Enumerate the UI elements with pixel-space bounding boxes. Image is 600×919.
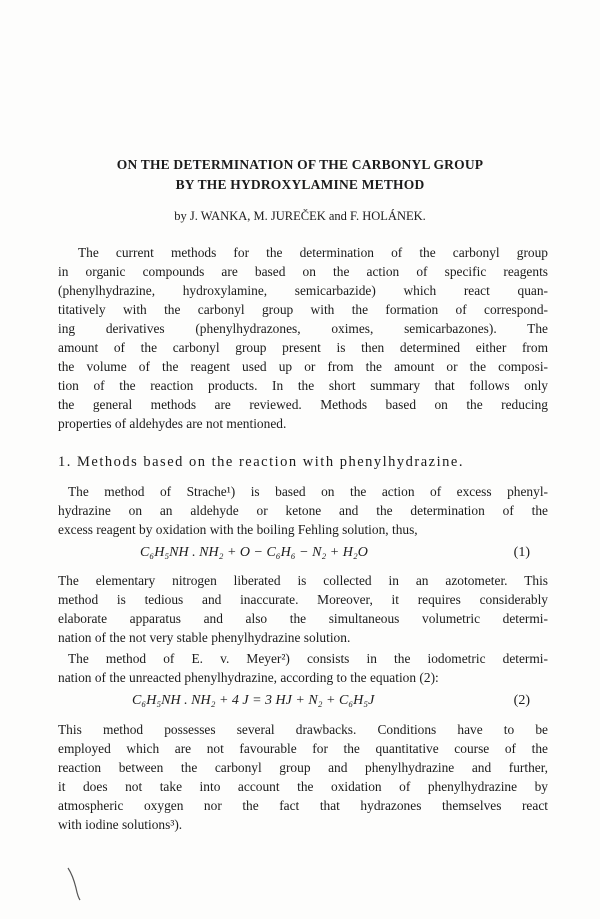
equation-1-number: (1) bbox=[513, 545, 530, 560]
drawbacks-line: employed which are not favourable for the quantitative course of the bbox=[58, 741, 548, 756]
strache-line: The method of Strache¹) is based on the action of excess phenyl- bbox=[68, 484, 548, 499]
drawbacks-line: it does not take into account the oxidation of phenylhydrazine by bbox=[58, 779, 548, 794]
intro-line: amount of the carbonyl group present is then determined either from bbox=[58, 340, 548, 355]
meyer-line: nation of the unreacted phenylhydrazine, according to the equation (2): bbox=[58, 670, 439, 685]
drawbacks-line: reaction between the carbonyl group and phenylhydrazine and further, bbox=[58, 760, 548, 775]
intro-line: properties of aldehydes are not mentioned. bbox=[58, 416, 287, 431]
pen-mark bbox=[62, 864, 92, 904]
title-line-1: ON THE DETERMINATION OF THE CARBONYL GROUP bbox=[116, 157, 484, 172]
intro-line: the general methods are reviewed. Methods based on the reducing bbox=[58, 397, 548, 412]
drawbacks-line: atmospheric oxygen nor the fact that hydrazones themselves react bbox=[58, 798, 548, 813]
intro-line: in organic compounds are based on the action of specific reagents bbox=[58, 264, 548, 279]
strache-line: excess reagent by oxidation with the boiling Fehling solution, thus, bbox=[58, 522, 418, 537]
intro-line: (phenylhydrazine, hydroxylamine, semicarbazide) which react quan- bbox=[58, 283, 548, 298]
drawbacks-line: with iodine solutions³). bbox=[58, 817, 183, 832]
meyer-line: The method of E. v. Meyer²) consists in the iodometric determi- bbox=[68, 651, 548, 666]
nitrogen-line: method is tedious and inaccurate. Moreover, it requires considerably bbox=[58, 592, 548, 607]
nitrogen-line: The elementary nitrogen liberated is collected in an azotometer. This bbox=[58, 573, 548, 588]
section-heading: 1. Methods based on the reaction with phenylhydrazine. bbox=[58, 454, 464, 470]
equation-1-formula: C₆H₅NH . NH₂ + O − C₆H₆ − N₂ + H₂O bbox=[140, 545, 368, 560]
nitrogen-line: nation of the not very stable phenylhydrazine solution. bbox=[58, 630, 351, 645]
strache-line: hydrazine on an aldehyde or ketone and the determination of the bbox=[58, 503, 548, 518]
intro-line: titatively with the carbonyl group with the formation of correspond- bbox=[58, 302, 548, 317]
equation-1 bbox=[140, 545, 530, 561]
intro-line: the volume of the reagent used up or from the amount or the composi- bbox=[58, 359, 548, 374]
equation-2 bbox=[132, 693, 530, 709]
nitrogen-line: elaborate apparatus and also the simultaneous volumetric determi- bbox=[58, 611, 548, 626]
intro-line: ing derivatives (phenylhydrazones, oximes, semicarbazones). The bbox=[58, 321, 548, 336]
intro-line: The current methods for the determination of the carbonyl group bbox=[78, 245, 548, 260]
equation-2-number: (2) bbox=[513, 693, 530, 708]
equation-2-formula: C₆H₅NH . NH₂ + 4 J = 3 HJ + N₂ + C₆H₅J bbox=[132, 693, 375, 708]
drawbacks-line: This method possesses several drawbacks. Conditions have to be bbox=[58, 722, 548, 737]
intro-line: tion of the reaction products. In the short summary that follows only bbox=[58, 378, 548, 393]
title-line-2: BY THE HYDROXYLAMINE METHOD bbox=[175, 177, 425, 192]
authors-line: by J. WANKA, M. JUREČEK and F. HOLÁNEK. bbox=[174, 209, 426, 223]
